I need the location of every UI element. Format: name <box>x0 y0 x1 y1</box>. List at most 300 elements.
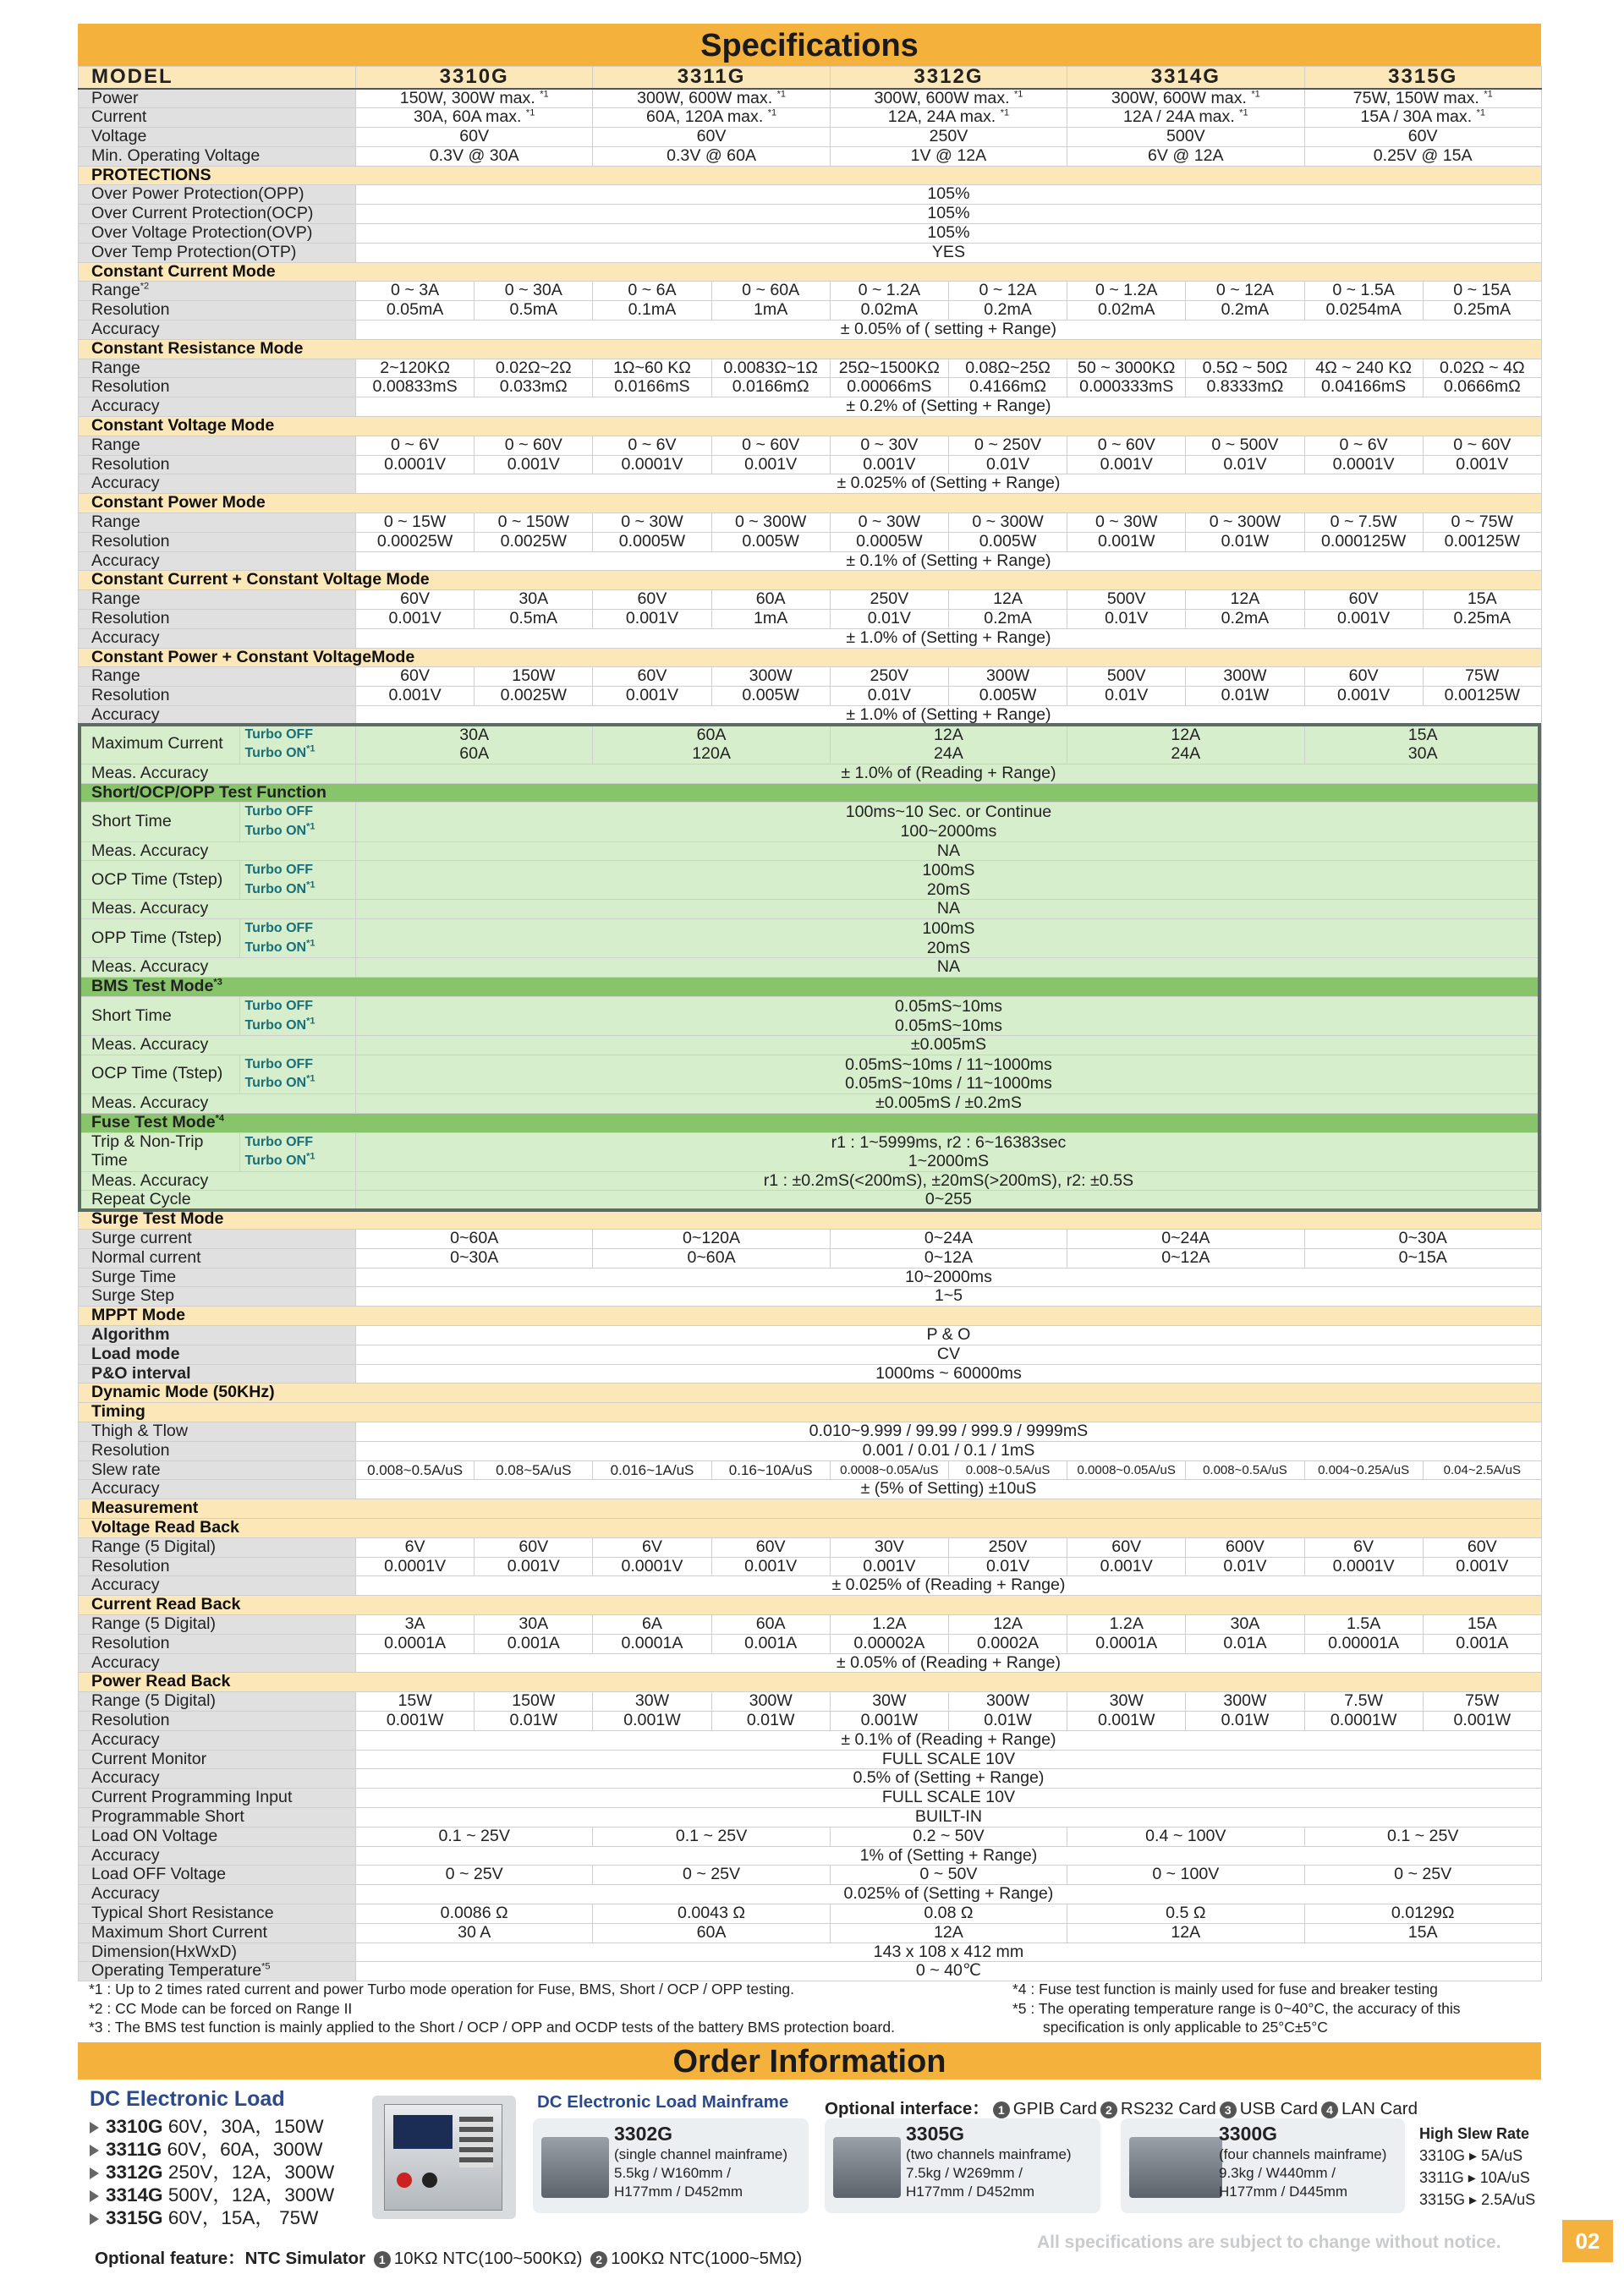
footnote-ref: *1 <box>1000 107 1010 118</box>
range-value: 0 ~ 150W <box>475 513 593 533</box>
value-text: 75W, 150W max. <box>1352 88 1484 107</box>
accuracy-row <box>79 397 1542 417</box>
resolution-value: 0.00001A <box>1304 1634 1423 1653</box>
footnote-ref: *1 <box>306 821 315 832</box>
page-number: 02 <box>1562 2220 1613 2262</box>
mppt-title: MPPT Mode <box>79 1307 1542 1326</box>
turbo-on-value: 24A <box>1171 744 1201 764</box>
protection-label: Over Voltage Protection(OVP) <box>79 224 356 244</box>
turbo-on-text: Turbo ON <box>244 1153 307 1169</box>
range-value: 300W <box>1186 667 1304 687</box>
resolution-value: 0.05mA <box>356 301 475 321</box>
footnote-ref: *1 <box>306 1074 315 1085</box>
meas-accuracy-row <box>79 764 1542 783</box>
range-value: 0 ~ 30W <box>1067 513 1186 533</box>
arrow-icon <box>90 2145 99 2156</box>
maximum-current-label <box>79 725 356 764</box>
range-value: 500V <box>1067 667 1186 687</box>
accuracy-value: 1% of (Setting + Range) <box>356 1846 1542 1866</box>
turbo-on-value: 20mS <box>926 879 971 899</box>
maximum-current-value <box>1304 725 1541 764</box>
accuracy-row <box>79 706 1542 726</box>
surge-value: 0~24A <box>1067 1230 1304 1249</box>
value-text: 250V <box>929 127 968 146</box>
range-value: 60V <box>356 590 475 610</box>
misc-label: Current Monitor <box>79 1750 356 1769</box>
mppt-row <box>79 1345 1542 1364</box>
accuracy-label: Accuracy <box>79 321 356 340</box>
label-text: Trip & Non-Trip Time <box>91 1132 204 1170</box>
range-value: 60V <box>711 1537 830 1557</box>
load-on-voltage-value: 0.1 ~ 25V <box>1304 1827 1541 1846</box>
range-value: 1.2A <box>830 1614 948 1634</box>
range-value: 0.08Ω~25Ω <box>948 359 1067 378</box>
surge-value: 0~24A <box>830 1230 1067 1249</box>
load-on-voltage-value: 0.1 ~ 25V <box>593 1827 830 1846</box>
mppt-value: 1000ms ~ 60000ms <box>356 1364 1542 1384</box>
label-text: Repeat Cycle <box>91 1190 191 1209</box>
accuracy-value: ± 0.05% of ( setting + Range) <box>356 321 1542 340</box>
value-text: 500V <box>1166 127 1205 146</box>
section-row <box>79 339 1542 359</box>
maximum-current-value <box>830 725 1067 764</box>
accuracy-value: ± (5% of Setting) ±10uS <box>356 1480 1542 1499</box>
turbo-off-label: Turbo OFF <box>244 998 314 1013</box>
accuracy-row <box>79 628 1542 648</box>
range-value: 250V <box>948 1537 1067 1557</box>
resolution-value: 0.0001V <box>1304 1557 1423 1576</box>
accuracy-value: ± 1.0% of (Setting + Range) <box>356 628 1542 648</box>
section-row <box>79 1673 1542 1692</box>
footnote-ref: *1 <box>1014 88 1023 99</box>
row-label <box>79 1055 239 1093</box>
slew-item: 3311G ▸ 10A/uS <box>1419 2169 1530 2186</box>
surge-step-label: Surge Step <box>79 1287 356 1307</box>
mainframe-spec: H177mm / D445mm <box>1219 2184 1348 2200</box>
range-label: Range <box>79 590 356 610</box>
turbo-on-label <box>245 1016 356 1036</box>
surge-value: 0~60A <box>593 1248 830 1268</box>
dc-spec: 60V，60A，300W <box>167 2139 323 2160</box>
label-text: Meas. Accuracy <box>91 957 209 977</box>
model-3314G: 3314G <box>1067 67 1304 89</box>
accuracy-value: ± 0.2% of (Setting + Range) <box>356 397 1542 417</box>
protection-label: Over Current Protection(OCP) <box>79 205 356 224</box>
range-value: 15W <box>356 1692 475 1712</box>
range-label: Range (5 Digital) <box>79 1692 356 1712</box>
mainframe-model: 3305G <box>906 2123 965 2145</box>
interface-name: USB Card <box>1239 2099 1318 2118</box>
protection-row <box>79 243 1542 262</box>
range-value: 6V <box>593 1537 711 1557</box>
turbo-off-value: 60A <box>696 725 727 744</box>
number-2-icon: 2 <box>590 2251 607 2268</box>
resolution-value: 0.0025W <box>475 532 593 551</box>
bms-time-value <box>356 1055 1542 1093</box>
accuracy-row <box>79 321 1542 340</box>
turbo-on-label <box>245 880 356 900</box>
dc-load-product-image <box>372 2096 516 2219</box>
protection-row <box>79 205 1542 224</box>
number-1-icon: 1 <box>374 2251 391 2268</box>
range-label: Range <box>79 359 356 378</box>
turbo-off-label: Turbo OFF <box>244 863 314 878</box>
accuracy-row <box>79 551 1542 571</box>
resolution-value: 0.001V <box>1067 1557 1186 1576</box>
load-off-voltage-value: 0 ~ 25V <box>1304 1866 1541 1885</box>
power-value <box>830 89 1067 108</box>
resolution-value: 0.001A <box>711 1634 830 1653</box>
repeat-cycle-label <box>79 1191 356 1210</box>
bms-title <box>79 978 1542 997</box>
cv-title: Constant Voltage Mode <box>79 417 1542 436</box>
meas-accuracy-value: ± 1.0% of (Reading + Range) <box>356 764 1542 783</box>
range-value: 2~120KΩ <box>356 359 475 378</box>
value-text: 60V <box>1407 127 1438 146</box>
max-short-current-row <box>79 1923 1542 1943</box>
mainframe-spec: 7.5kg / W269mm / <box>906 2165 1023 2181</box>
misc-value: 0.5% of (Setting + Range) <box>356 1769 1542 1789</box>
maximum-current-row <box>79 725 1542 764</box>
range-value: 0 ~ 60V <box>1067 436 1186 455</box>
resolution-value: 0.001V <box>830 455 948 474</box>
range-value: 12A <box>1186 590 1304 610</box>
mainframe-card <box>533 2118 809 2213</box>
mainframe-image <box>833 2137 901 2198</box>
accuracy-row <box>79 474 1542 494</box>
resolution-value: 0.00066mS <box>830 378 948 397</box>
surge-label: Normal current <box>79 1248 356 1268</box>
optional-feature-label: Optional feature：NTC Simulator <box>95 2249 366 2268</box>
dc-load-item <box>90 2115 334 2138</box>
range-value: 60A <box>711 1614 830 1634</box>
trip-time-row <box>79 1132 1542 1171</box>
range-value: 0 ~ 30W <box>593 513 711 533</box>
turbo-on-text: Turbo ON <box>244 881 307 896</box>
range-value: 300W <box>1186 1692 1304 1712</box>
load-on-voltage-value: 0.4 ~ 100V <box>1067 1827 1304 1846</box>
voltage-label: Voltage <box>79 128 356 147</box>
resolution-value: 0.001V <box>1304 610 1423 629</box>
resolution-value: 0.005W <box>948 532 1067 551</box>
range-label <box>79 282 356 301</box>
short-resistance-value: 0.0129Ω <box>1304 1904 1541 1923</box>
current-label: Current <box>79 108 356 128</box>
range-value: 0.5Ω ~ 50Ω <box>1186 359 1304 378</box>
dimension-label: Dimension(HxWxD) <box>79 1943 356 1962</box>
resolution-row <box>79 1441 1542 1460</box>
short-resistance-value: 0.5 Ω <box>1067 1904 1304 1923</box>
resolution-label: Resolution <box>79 532 356 551</box>
turbo-labels <box>239 919 355 957</box>
section-row <box>79 1518 1542 1537</box>
footnote-ref: *1 <box>776 88 787 99</box>
range-row <box>79 1692 1542 1712</box>
resolution-value: 0.1mA <box>593 301 711 321</box>
mainframe-title: DC Electronic Load Mainframe <box>537 2092 789 2112</box>
label-text: Meas. Accuracy <box>91 1171 209 1190</box>
resolution-value: 0.01W <box>1186 687 1304 706</box>
test-time-row <box>79 861 1542 900</box>
turbo-on-value: 60A <box>459 744 490 764</box>
max-short-current-value: 30 A <box>356 1923 593 1943</box>
resolution-row <box>79 301 1542 321</box>
resolution-label: Resolution <box>79 1634 356 1653</box>
mainframe-spec: H177mm / D452mm <box>906 2184 1035 2200</box>
resolution-value: 0.01V <box>1067 610 1186 629</box>
resolution-value: 0.01A <box>1186 1634 1304 1653</box>
mppt-label: Algorithm <box>79 1326 356 1345</box>
turbo-off-value: 100mS <box>922 919 975 939</box>
model-3315G: 3315G <box>1304 67 1541 89</box>
meas-accuracy-row <box>79 900 1542 919</box>
section-row <box>79 1403 1542 1422</box>
arrow-icon <box>90 2213 99 2225</box>
power-label: Power <box>79 89 356 108</box>
turbo-off-label: Turbo OFF <box>244 1134 314 1149</box>
test-time-row <box>79 919 1542 958</box>
mppt-value: P & O <box>356 1326 1542 1345</box>
resolution-label: Resolution <box>79 687 356 706</box>
optional-interface <box>825 2094 1418 2119</box>
maximum-current-value <box>356 725 593 764</box>
value-text: 60A, 120A max. <box>645 107 768 127</box>
range-row <box>79 436 1542 455</box>
footnote-ref: *1 <box>306 744 315 755</box>
value-text: 30A, 60A max. <box>414 107 526 127</box>
range-value: 30A <box>475 590 593 610</box>
fuse-title <box>79 1113 1542 1132</box>
range-value: 0.0083Ω~1Ω <box>711 359 830 378</box>
turbo-on-value: 30A <box>1407 744 1438 764</box>
surge-step-row <box>79 1287 1542 1307</box>
value-text: 6V @ 12A <box>1148 146 1224 165</box>
turbo-on-value: 0.05mS~10ms / 11~1000ms <box>845 1074 1052 1093</box>
resolution-value: 0.033mΩ <box>475 378 593 397</box>
resolution-value: 0.0001W <box>1304 1711 1423 1730</box>
resolution-value: 0.001V <box>475 1557 593 1576</box>
bms-time-row <box>79 996 1542 1035</box>
range-value: 0 ~ 60V <box>711 436 830 455</box>
resolution-value: 0.001V <box>1067 455 1186 474</box>
load-off-voltage-label: Load OFF Voltage <box>79 1866 356 1885</box>
range-value: 60A <box>711 590 830 610</box>
section-row <box>79 417 1542 436</box>
current-row <box>79 108 1542 128</box>
slew-item: 3315G ▸ 2.5A/uS <box>1419 2191 1536 2208</box>
turbo-off-value: 12A <box>934 725 963 744</box>
load-display <box>393 2115 453 2149</box>
meas-accuracy-label <box>79 958 356 978</box>
cpcv-title: Constant Power + Constant VoltageMode <box>79 648 1542 667</box>
resolution-value: 0.01V <box>1067 687 1186 706</box>
accuracy-value: ± 0.025% of (Reading + Range) <box>356 1576 1542 1596</box>
value-text: 300W, 600W max. <box>1111 88 1252 107</box>
resolution-value: 0.0005W <box>830 532 948 551</box>
range-value: 6V <box>1304 1537 1423 1557</box>
resolution-value: 0.0001A <box>356 1634 475 1653</box>
turbo-off-value: 0.05mS~10ms / 11~1000ms <box>845 1055 1052 1074</box>
interface-name: LAN Card <box>1341 2099 1418 2118</box>
short-resistance-label: Typical Short Resistance <box>79 1904 356 1923</box>
turbo-on-value: 1~2000mS <box>908 1152 990 1171</box>
mppt-row <box>79 1364 1542 1384</box>
range-value: 30A <box>475 1614 593 1634</box>
meas-accuracy-label <box>79 1171 356 1191</box>
resolution-value: 0.001W <box>1067 1711 1186 1730</box>
range-label: Range <box>79 436 356 455</box>
dc-load-item <box>90 2184 334 2206</box>
range-value: 0 ~ 6V <box>593 436 711 455</box>
turbo-off-value: 0.05mS~10ms <box>895 996 1002 1016</box>
label-text: Meas. Accuracy <box>91 899 209 918</box>
surge-value: 0~30A <box>356 1248 593 1268</box>
range-value: 0 ~ 12A <box>948 282 1067 301</box>
mainframe-card <box>825 2118 1100 2213</box>
accuracy-value: ± 0.1% of (Setting + Range) <box>356 551 1542 571</box>
range-value: 12A <box>948 590 1067 610</box>
range-value: 30A <box>1186 1614 1304 1634</box>
voltage-value <box>830 128 1067 147</box>
resolution-value: 0.00025W <box>356 532 475 551</box>
value-text: 300W, 600W max. <box>637 88 777 107</box>
footnotes-left <box>89 1980 895 2037</box>
resolution-row <box>79 1634 1542 1653</box>
resolution-value: 0.00833mS <box>356 378 475 397</box>
footnote-ref: *1 <box>306 1151 315 1162</box>
mppt-label: Load mode <box>79 1345 356 1364</box>
footnote-1: *1 : Up to 2 times rated current and power Turbo mode operation for Fuse, BMS, Short / OCP / OPP testing. <box>89 1981 794 1997</box>
short-resistance-value: 0.08 Ω <box>830 1904 1067 1923</box>
row-label <box>79 803 239 841</box>
row-label <box>79 919 239 957</box>
test-time-label <box>79 919 356 958</box>
slew-rate-value: 0.008~0.5A/uS <box>948 1460 1067 1480</box>
range-value: 60V <box>1304 667 1423 687</box>
power-value <box>1067 89 1304 108</box>
protection-value: 105% <box>356 205 1542 224</box>
mainframe-model: 3300G <box>1219 2123 1278 2145</box>
test-time-value <box>356 919 1542 958</box>
range-value: 0 ~ 6V <box>1304 436 1423 455</box>
accuracy-row <box>79 1653 1542 1673</box>
resolution-value: 0.001V <box>711 455 830 474</box>
slew-rate-value: 0.004~0.25A/uS <box>1304 1460 1423 1480</box>
voltage-value <box>356 128 593 147</box>
meas-accuracy-row <box>79 1036 1542 1055</box>
turbo-off-value: 15A <box>1407 725 1438 744</box>
voltage-value <box>1067 128 1304 147</box>
repeat-cycle-value: 0~255 <box>356 1191 1542 1210</box>
meas-accuracy-row <box>79 1171 1542 1191</box>
max-short-current-value: 15A <box>1304 1923 1541 1943</box>
range-row <box>79 667 1542 687</box>
resolution-value: 0.000333mS <box>1067 378 1186 397</box>
meas-accuracy-label <box>79 1036 356 1055</box>
minv-row <box>79 146 1542 166</box>
range-value: 0 ~ 7.5W <box>1304 513 1423 533</box>
meas-accuracy-row <box>79 841 1542 861</box>
accuracy-label: Accuracy <box>79 397 356 417</box>
mainframe-desc: (single channel mainframe) <box>614 2146 788 2162</box>
resolution-value: 0.001W <box>356 1711 475 1730</box>
dc-model: 3310G <box>106 2116 163 2137</box>
range-value: 12A <box>948 1614 1067 1634</box>
protection-value: YES <box>356 243 1542 262</box>
prb-title: Power Read Back <box>79 1673 1542 1692</box>
range-value: 0 ~ 500V <box>1186 436 1304 455</box>
test-time-value <box>356 803 1542 841</box>
resolution-row <box>79 1557 1542 1576</box>
max-short-current-value: 12A <box>830 1923 1067 1943</box>
repeat-cycle-row <box>79 1191 1542 1210</box>
resolution-value: 0.5mA <box>475 301 593 321</box>
measurement-title: Measurement <box>79 1499 1542 1519</box>
surge-title: Surge Test Mode <box>79 1210 1542 1230</box>
load-off-voltage-value: 0 ~ 25V <box>356 1866 593 1885</box>
high-slew-rate <box>1419 2123 1535 2211</box>
number-4-icon: 4 <box>1321 2101 1338 2118</box>
turbo-off-value: 100ms~10 Sec. or Continue <box>845 803 1052 822</box>
accuracy-label: Accuracy <box>79 1730 356 1750</box>
mainframe-spec: 5.5kg / W160mm / <box>614 2165 731 2181</box>
model-label: MODEL <box>79 67 356 89</box>
footnotes-right <box>1012 1980 1461 2037</box>
range-value: 1Ω~60 KΩ <box>593 359 711 378</box>
high-slew-title: High Slew Rate <box>1419 2125 1530 2142</box>
meas-accuracy-label <box>79 1093 356 1113</box>
slew-rate-value: 0.08~5A/uS <box>475 1460 593 1480</box>
value-text: 150W, 300W max. <box>399 88 540 107</box>
load-on-voltage-value: 0.2 ~ 50V <box>830 1827 1067 1846</box>
cccv-title: Constant Current + Constant Voltage Mode <box>79 571 1542 590</box>
arrow-icon <box>90 2190 99 2202</box>
turbo-off-label: Turbo OFF <box>244 1056 314 1071</box>
misc-value: FULL SCALE 10V <box>356 1750 1542 1769</box>
range-value: 0 ~ 30V <box>830 436 948 455</box>
range-value: 0 ~ 15A <box>1423 282 1541 301</box>
resolution-value: 0.001A <box>1423 1634 1541 1653</box>
value-text: 60V <box>459 127 490 146</box>
misc-row <box>79 1769 1542 1789</box>
voltage-row <box>79 128 1542 147</box>
turbo-on-value: 20mS <box>926 938 971 957</box>
meas-accuracy-value: NA <box>356 900 1542 919</box>
load-on-voltage-value: 0.1 ~ 25V <box>356 1827 593 1846</box>
range-value: 30W <box>1067 1692 1186 1712</box>
turbo-on-value: 0.05mS~10ms <box>895 1016 1002 1035</box>
range-value: 300W <box>948 1692 1067 1712</box>
label-text: Meas. Accuracy <box>91 764 209 782</box>
accuracy-value: ± 1.0% of (Setting + Range) <box>356 706 1542 726</box>
minv-value <box>1067 146 1304 166</box>
number-1-icon: 1 <box>993 2101 1010 2118</box>
section-row <box>79 1384 1542 1403</box>
turbo-off-label: Turbo OFF <box>244 804 314 819</box>
surge-row <box>79 1230 1542 1249</box>
resolution-value: 0.001V <box>711 1557 830 1576</box>
operating-temp-value: 0 ~ 40℃ <box>356 1962 1542 1981</box>
turbo-on-label <box>245 822 356 841</box>
surge-value: 0~120A <box>593 1230 830 1249</box>
surge-value: 0~12A <box>1067 1248 1304 1268</box>
accuracy-label: Accuracy <box>79 1653 356 1673</box>
dc-spec: 60V，30A，150W <box>167 2116 324 2137</box>
range-row <box>79 282 1542 301</box>
misc-value: BUILT-IN <box>356 1807 1542 1827</box>
range-row <box>79 1614 1542 1634</box>
range-value: 30V <box>830 1537 948 1557</box>
